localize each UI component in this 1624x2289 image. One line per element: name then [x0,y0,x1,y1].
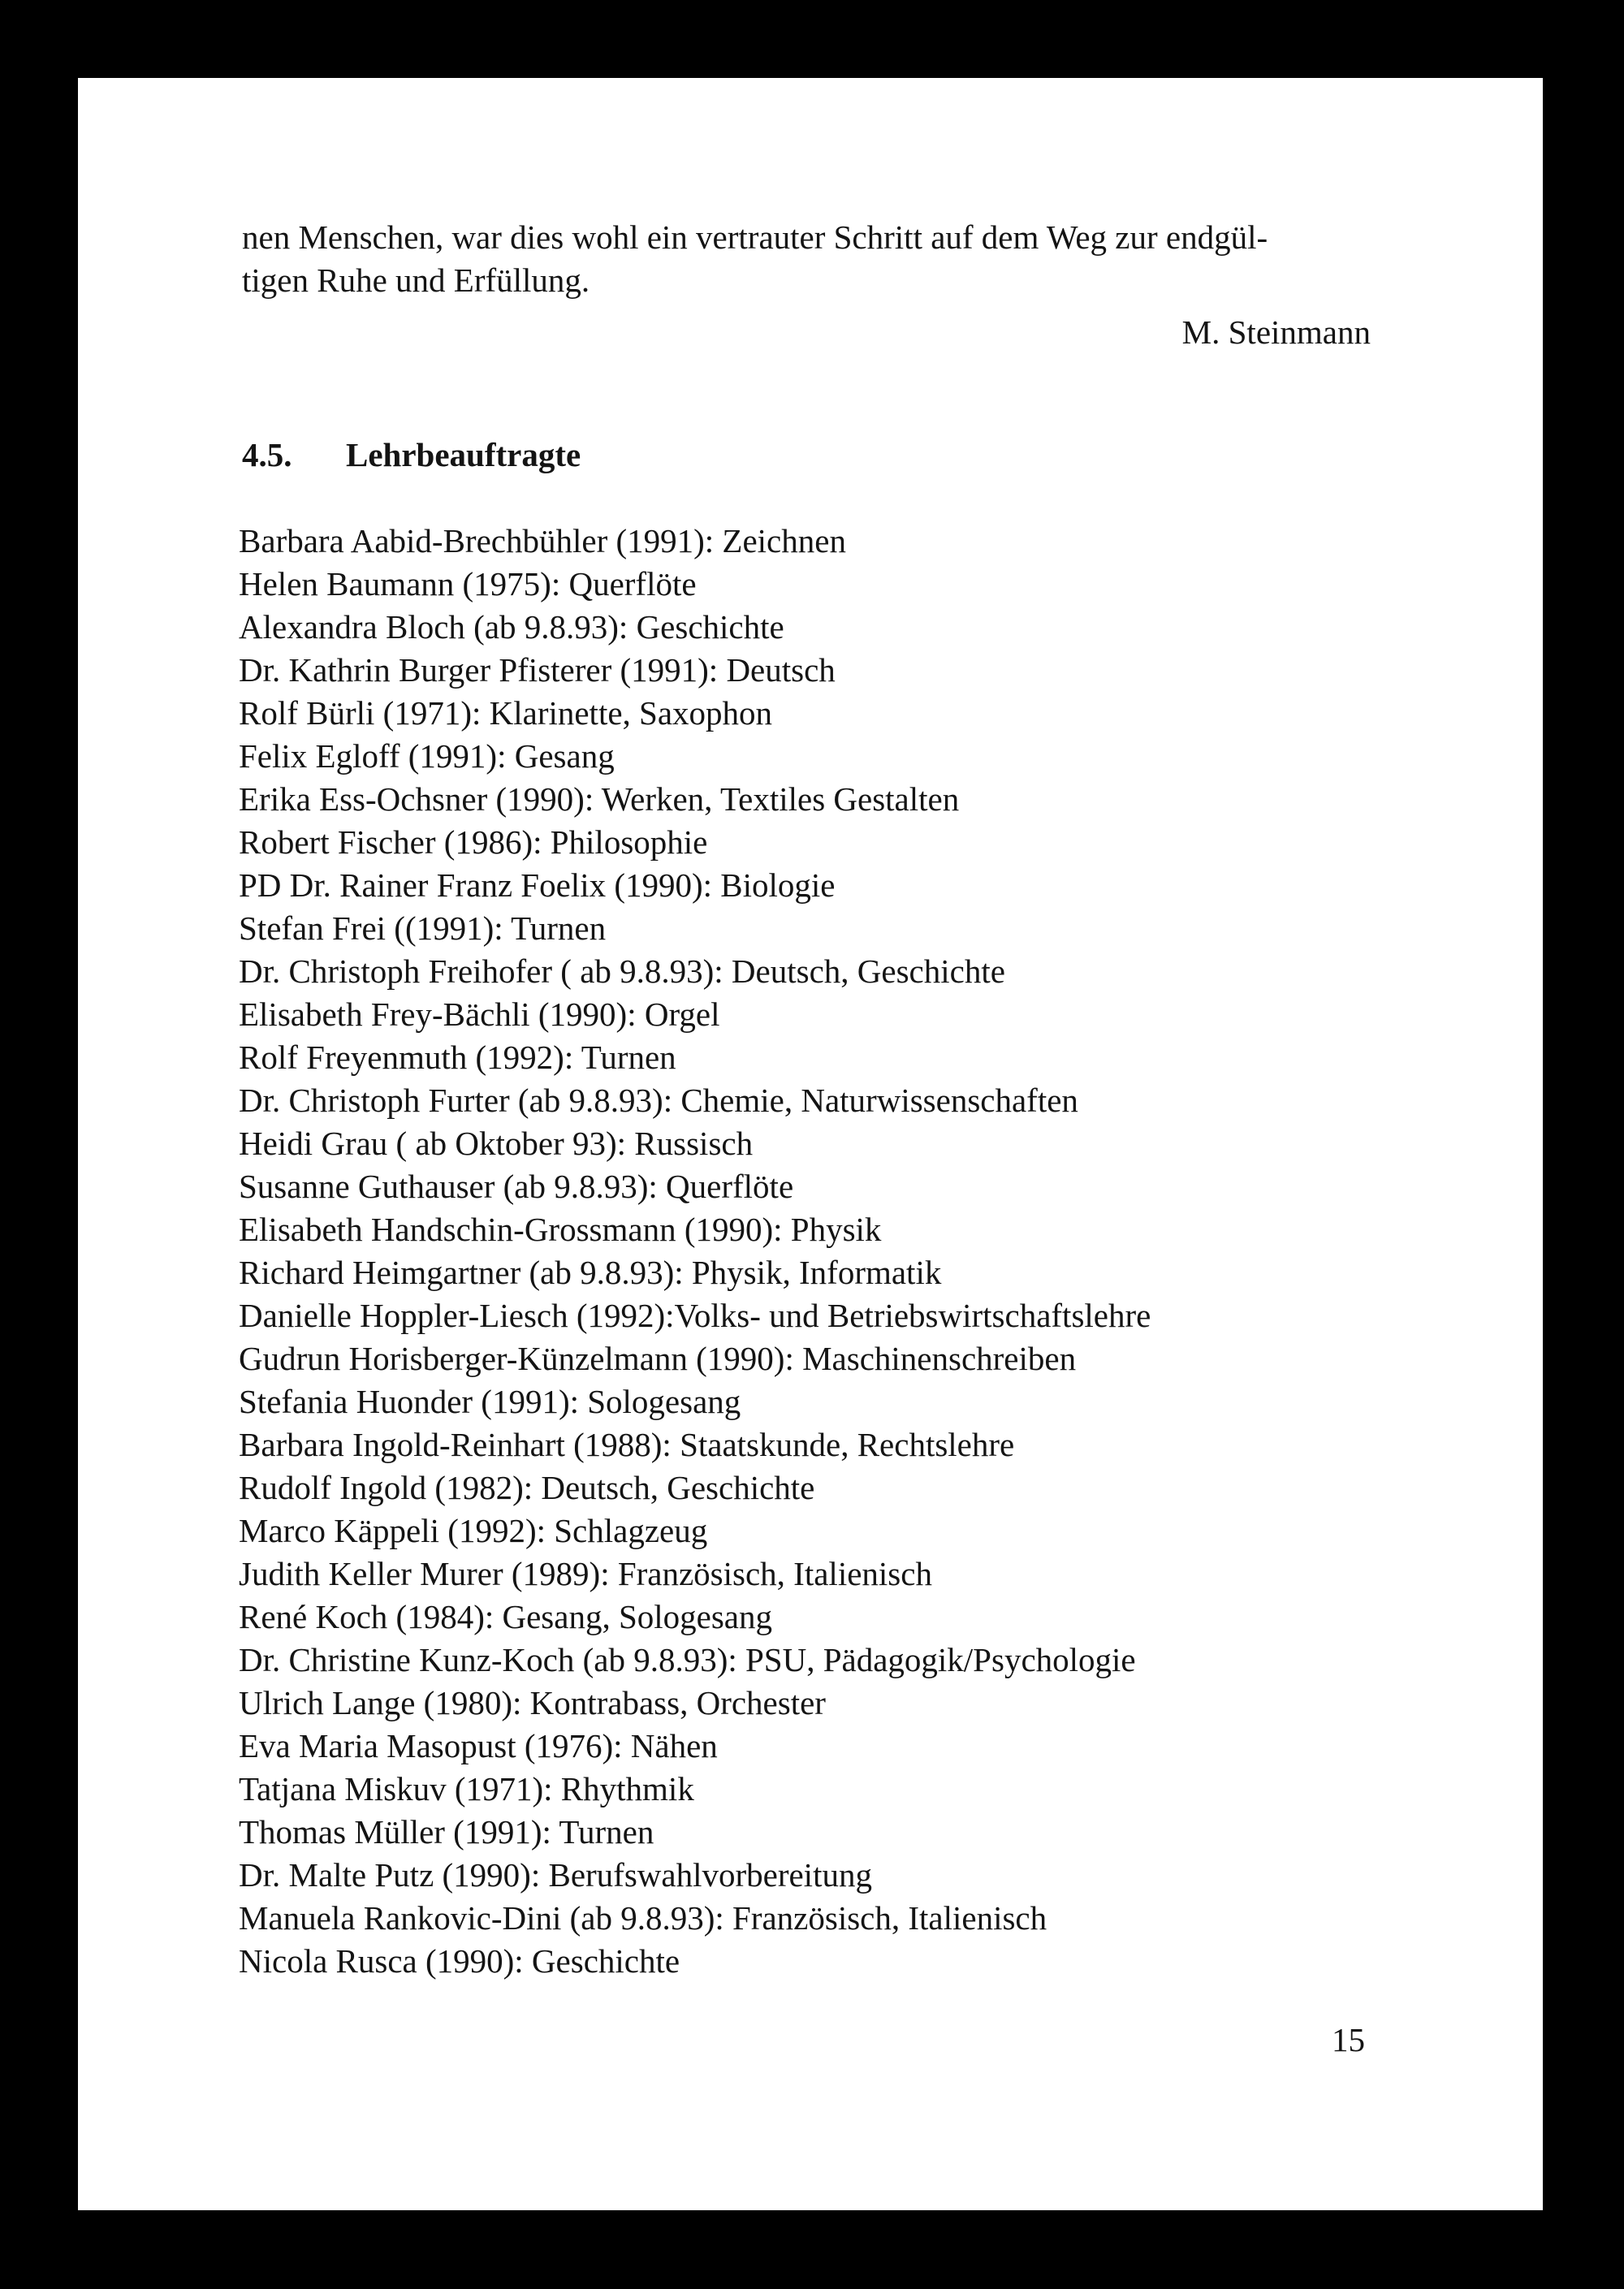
list-item: René Koch (1984): Gesang, Sologesang [239,1598,773,1635]
list-item: Felix Egloff (1991): Gesang [239,737,615,775]
list-item: Stefan Frei ((1991): Turnen [239,909,607,947]
list-item: Thomas Müller (1991): Turnen [239,1813,654,1851]
list-item: Barbara Aabid-Brechbühler (1991): Zeichnen [239,522,846,559]
lecturer-list [239,520,1151,1983]
author-signature: M. Steinmann [1181,313,1371,351]
list-item: Richard Heimgartner (ab 9.8.93): Physik, Informatik [239,1254,942,1291]
list-item: Dr. Christine Kunz-Koch (ab 9.8.93): PSU, Pädagogik/Psychologie [239,1641,1136,1678]
list-item: PD Dr. Rainer Franz Foelix (1990): Biologie [239,866,836,904]
section-heading [242,434,581,477]
list-item: Rolf Freyenmuth (1992): Turnen [239,1039,676,1076]
list-item: Stefania Huonder (1991): Sologesang [239,1383,741,1420]
list-item: Ulrich Lange (1980): Kontrabass, Orchester [239,1684,826,1721]
list-item: Barbara Ingold-Reinhart (1988): Staatskunde, Rechtslehre [239,1426,1015,1463]
list-item: Danielle Hoppler-Liesch (1992):Volks- und Betriebswirtschaftslehre [239,1297,1151,1334]
list-item: Marco Käppeli (1992): Schlagzeug [239,1512,708,1549]
list-item: Rudolf Ingold (1982): Deutsch, Geschichte [239,1469,815,1506]
list-item: Dr. Christoph Furter (ab 9.8.93): Chemie, Naturwissenschaften [239,1082,1078,1119]
list-item: Dr. Kathrin Burger Pfisterer (1991): Deutsch [239,651,836,689]
document-page [78,78,1543,2210]
list-item: Manuela Rankovic-Dini (ab 9.8.93): Französisch, Italienisch [239,1899,1047,1937]
intro-line-2: tigen Ruhe und Erfüllung. [242,261,590,299]
list-item: Heidi Grau ( ab Oktober 93): Russisch [239,1125,754,1162]
list-item: Dr. Malte Putz (1990): Berufswahlvorbereitung [239,1856,872,1894]
list-item: Elisabeth Handschin-Grossmann (1990): Physik [239,1211,882,1248]
list-item: Tatjana Miskuv (1971): Rhythmik [239,1770,694,1807]
list-item: Rolf Bürli (1971): Klarinette, Saxophon [239,694,773,732]
list-item: Elisabeth Frey-Bächli (1990): Orgel [239,995,720,1033]
list-item: Robert Fischer (1986): Philosophie [239,823,708,861]
list-item: Erika Ess-Ochsner (1990): Werken, Textiles Gestalten [239,780,960,818]
list-item: Susanne Guthauser (ab 9.8.93): Querflöte [239,1168,794,1205]
intro-line-1: nen Menschen, war dies wohl ein vertrauter Schritt auf dem Weg zur endgül- [242,218,1268,256]
page-number: 15 [1332,2021,1365,2058]
list-item: Nicola Rusca (1990): Geschichte [239,1942,680,1980]
section-title: Lehrbeauftragte [346,436,581,473]
intro-paragraph [242,216,1268,302]
section-number: 4.5. [242,436,292,473]
list-item: Alexandra Bloch (ab 9.8.93): Geschichte [239,608,784,646]
list-item: Judith Keller Murer (1989): Französisch, Italienisch [239,1555,932,1592]
list-item: Gudrun Horisberger-Künzelmann (1990): Maschinenschreiben [239,1340,1077,1377]
list-item: Eva Maria Masopust (1976): Nähen [239,1727,718,1764]
list-item: Dr. Christoph Freihofer ( ab 9.8.93): Deutsch, Geschichte [239,952,1005,990]
list-item: Helen Baumann (1975): Querflöte [239,565,697,602]
